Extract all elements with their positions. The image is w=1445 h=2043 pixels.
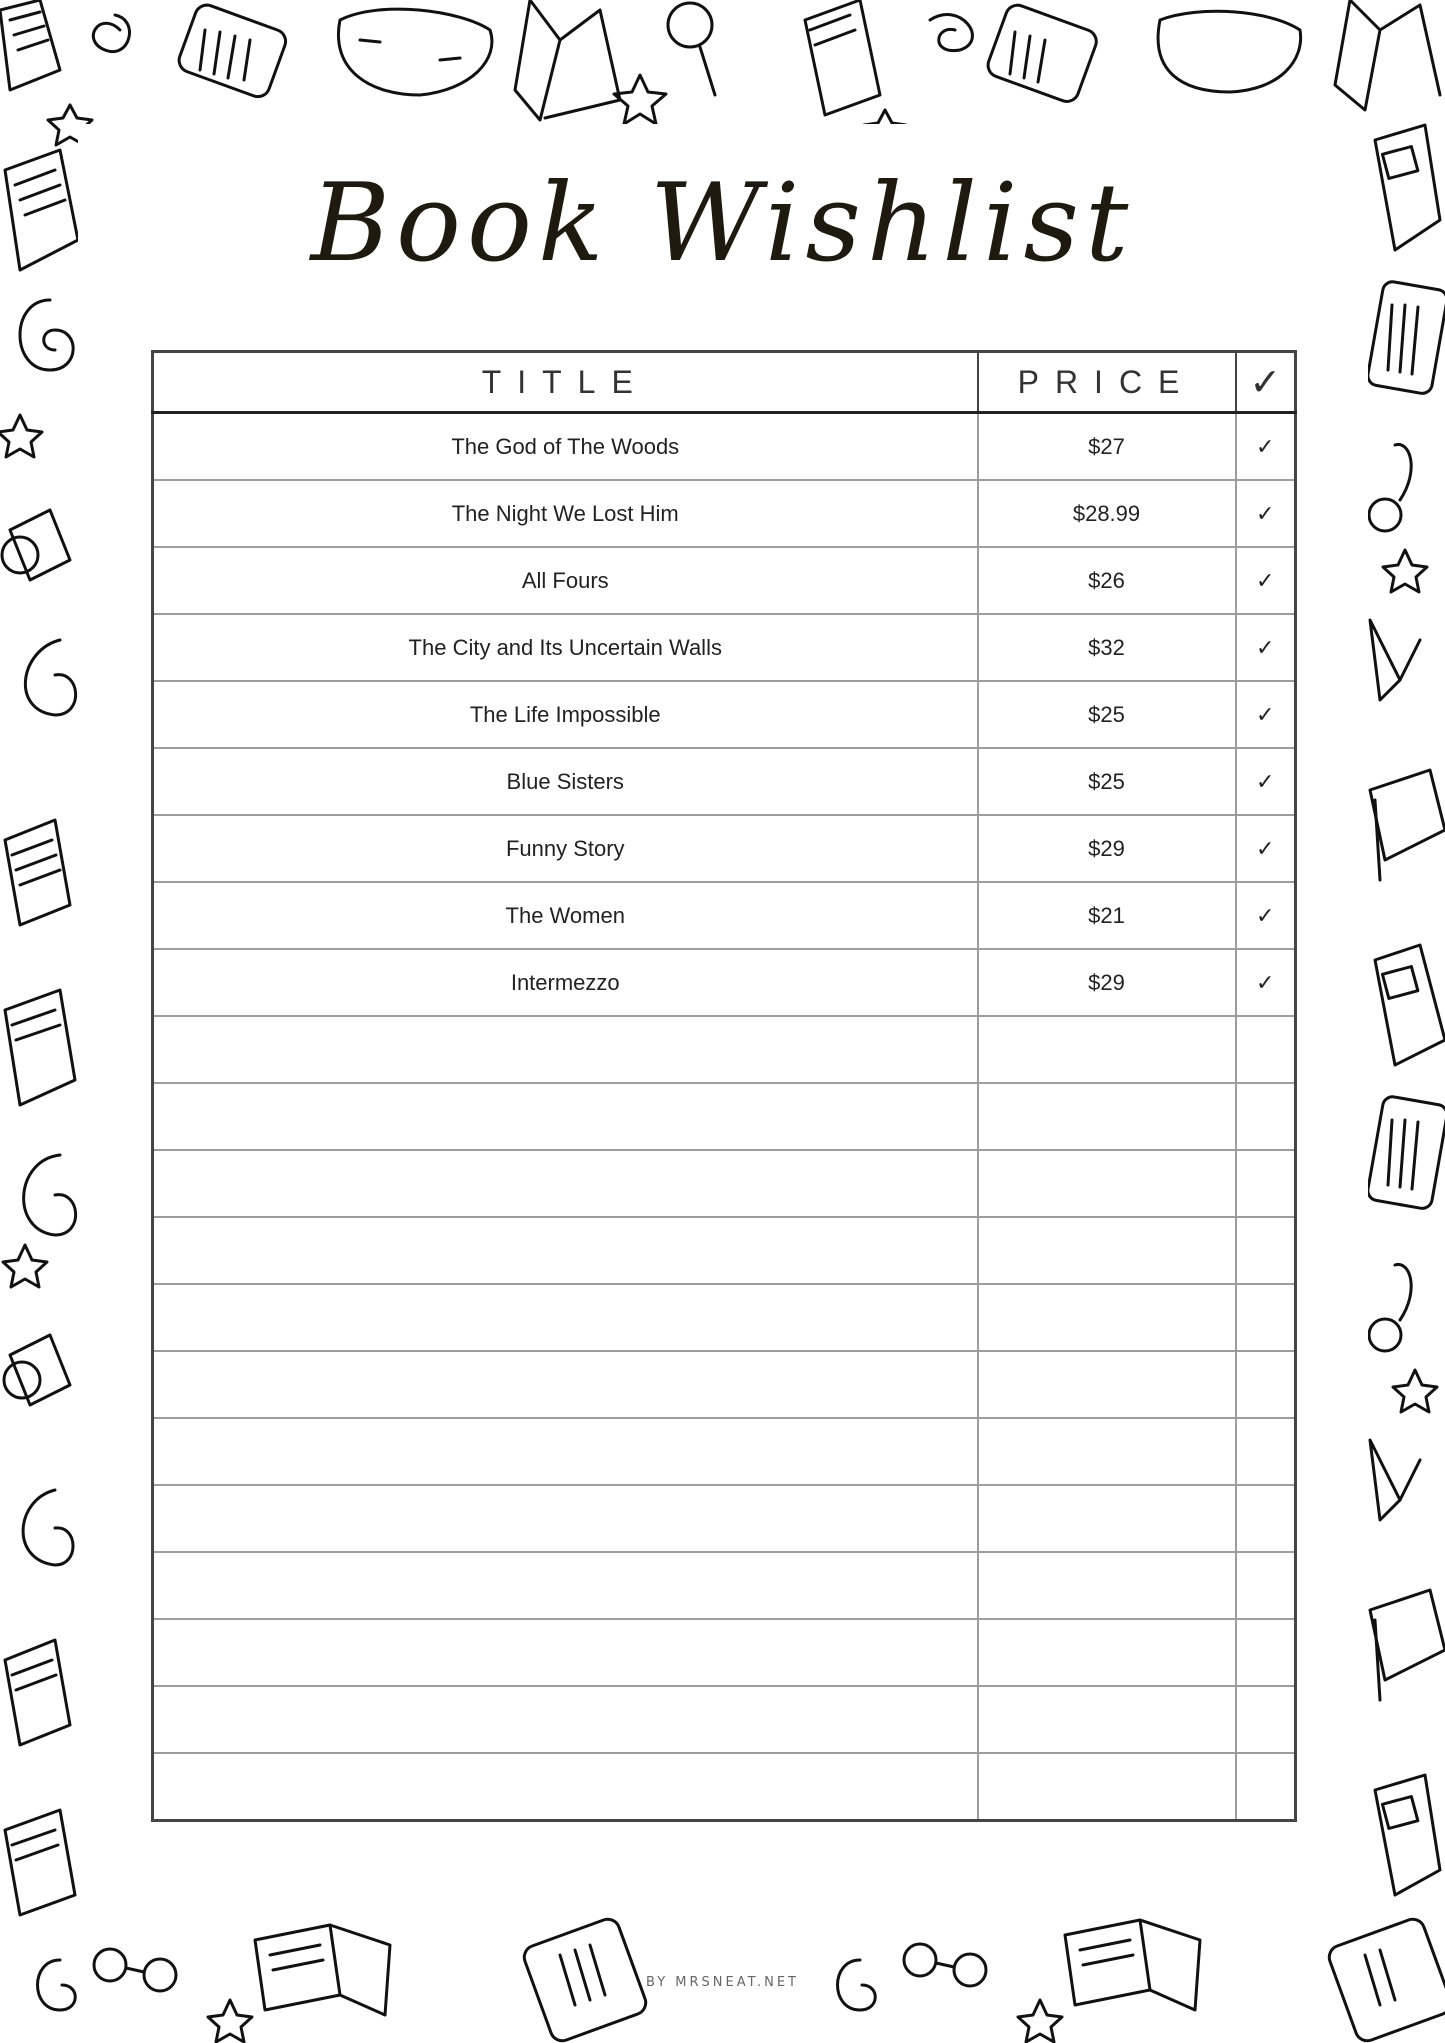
check-cell [1236, 1619, 1296, 1686]
price-cell: $27 [978, 413, 1236, 481]
swirl-icon [930, 14, 972, 50]
swirl-icon [25, 640, 75, 715]
swirl-icon [93, 15, 129, 52]
book-title-cell: The Life Impossible [153, 681, 978, 748]
check-cell: ✓ [1236, 815, 1296, 882]
check-cell [1236, 1552, 1296, 1619]
table-header-row [153, 352, 1296, 413]
check-cell: ✓ [1236, 480, 1296, 547]
book-icon [1375, 1775, 1440, 1895]
table-row [153, 748, 1296, 815]
table-row [153, 1619, 1296, 1686]
book-title-cell: The God of The Woods [153, 413, 978, 481]
swirl-icon [23, 1490, 73, 1565]
check-cell [1236, 1083, 1296, 1150]
check-cell: ✓ [1236, 949, 1296, 1016]
book-title-cell [153, 1552, 978, 1619]
price-cell: $25 [978, 681, 1236, 748]
book-icon [1370, 1440, 1420, 1520]
check-cell [1236, 1686, 1296, 1753]
book-title-cell [153, 1485, 978, 1552]
star-icon [1383, 550, 1427, 592]
table-row [153, 614, 1296, 681]
swirl-icon [20, 300, 73, 370]
table-row [153, 882, 1296, 949]
price-cell [978, 1351, 1236, 1418]
table-row [153, 1753, 1296, 1821]
check-cell [1236, 1217, 1296, 1284]
book-title-cell: The Night We Lost Him [153, 480, 978, 547]
tablet-icon [985, 2, 1100, 105]
book-title-cell: Intermezzo [153, 949, 978, 1016]
price-cell [978, 1284, 1236, 1351]
book-icon [1065, 1920, 1200, 2010]
footer-credit: BY MRSNEAT.NET [645, 1975, 799, 1990]
price-cell: $21 [978, 882, 1236, 949]
book-title-cell [153, 1083, 978, 1150]
table-row [153, 1485, 1296, 1552]
wishlist-table [151, 350, 1297, 1822]
price-cell [978, 1418, 1236, 1485]
column-header-check: ✓ [1236, 352, 1296, 413]
book-title-cell: All Fours [153, 547, 978, 614]
flashlight-icon [4, 1335, 70, 1405]
book-title-cell [153, 1686, 978, 1753]
table-row [153, 949, 1296, 1016]
tablet-icon [176, 2, 289, 100]
book-icon [5, 990, 75, 1105]
price-cell [978, 1686, 1236, 1753]
check-cell: ✓ [1236, 547, 1296, 614]
price-cell: $29 [978, 949, 1236, 1016]
star-icon [0, 415, 42, 457]
star-icon [614, 75, 666, 124]
magnifier-icon [668, 3, 715, 95]
book-title-cell: The Women [153, 882, 978, 949]
check-cell [1236, 1016, 1296, 1083]
check-cell [1236, 1351, 1296, 1418]
check-cell [1236, 1753, 1296, 1821]
book-title-cell [153, 1619, 978, 1686]
price-cell [978, 1217, 1236, 1284]
price-cell: $28.99 [978, 480, 1236, 547]
price-cell [978, 1016, 1236, 1083]
pillow-icon [338, 9, 491, 95]
table-row [153, 480, 1296, 547]
book-icon [1335, 0, 1440, 110]
check-cell: ✓ [1236, 748, 1296, 815]
column-header-price: PRICE [978, 352, 1236, 413]
price-cell [978, 1083, 1236, 1150]
price-cell [978, 1485, 1236, 1552]
table-row [153, 1686, 1296, 1753]
price-cell: $25 [978, 748, 1236, 815]
check-cell: ✓ [1236, 413, 1296, 481]
price-cell: $26 [978, 547, 1236, 614]
star-icon [1393, 1370, 1437, 1412]
glasses-icon [1369, 444, 1411, 531]
book-icon [5, 1640, 70, 1745]
book-icon [0, 0, 60, 90]
tablet-icon [1366, 280, 1445, 395]
book-icon [1370, 1590, 1445, 1700]
price-cell [978, 1552, 1236, 1619]
star-icon [3, 1245, 47, 1287]
glasses-icon [1369, 1264, 1411, 1351]
tablet-icon [1366, 1095, 1445, 1210]
pillow-icon [1158, 11, 1301, 92]
table-row [153, 413, 1296, 481]
book-title-cell [153, 1418, 978, 1485]
table-row [153, 1552, 1296, 1619]
book-title-cell [153, 1351, 978, 1418]
book-title-cell [153, 1150, 978, 1217]
book-icon [5, 820, 70, 925]
book-icon [515, 0, 620, 120]
table-row [153, 681, 1296, 748]
table-row [153, 1150, 1296, 1217]
check-cell [1236, 1418, 1296, 1485]
check-cell [1236, 1284, 1296, 1351]
book-title-cell: Funny Story [153, 815, 978, 882]
book-icon [1370, 620, 1420, 700]
star-icon [1018, 2000, 1062, 2042]
book-icon [805, 0, 880, 115]
book-title-cell [153, 1016, 978, 1083]
price-cell [978, 1150, 1236, 1217]
table-row [153, 1217, 1296, 1284]
table-row [153, 547, 1296, 614]
book-icon [1375, 945, 1445, 1065]
check-cell [1236, 1485, 1296, 1552]
table-row [153, 815, 1296, 882]
book-title-cell [153, 1217, 978, 1284]
table-row [153, 1016, 1296, 1083]
book-icon [1370, 770, 1445, 880]
book-title-cell: The City and Its Uncertain Walls [153, 614, 978, 681]
table-row [153, 1284, 1296, 1351]
check-cell: ✓ [1236, 882, 1296, 949]
check-cell: ✓ [1236, 681, 1296, 748]
table-row [153, 1351, 1296, 1418]
table-row [153, 1418, 1296, 1485]
flashlight-icon [2, 510, 70, 580]
book-icon [5, 1810, 75, 1915]
book-title-cell: Blue Sisters [153, 748, 978, 815]
price-cell [978, 1753, 1236, 1821]
check-cell: ✓ [1236, 614, 1296, 681]
book-title-cell [153, 1753, 978, 1821]
column-header-title: TITLE [153, 352, 978, 413]
star-icon [208, 2000, 252, 2042]
swirl-icon [24, 1155, 76, 1235]
check-cell [1236, 1150, 1296, 1217]
price-cell [978, 1619, 1236, 1686]
table-row [153, 1083, 1296, 1150]
book-icon [255, 1925, 390, 2015]
page-title: Book Wishlist [310, 161, 1135, 286]
price-cell: $29 [978, 815, 1236, 882]
book-title-cell [153, 1284, 978, 1351]
price-cell: $32 [978, 614, 1236, 681]
